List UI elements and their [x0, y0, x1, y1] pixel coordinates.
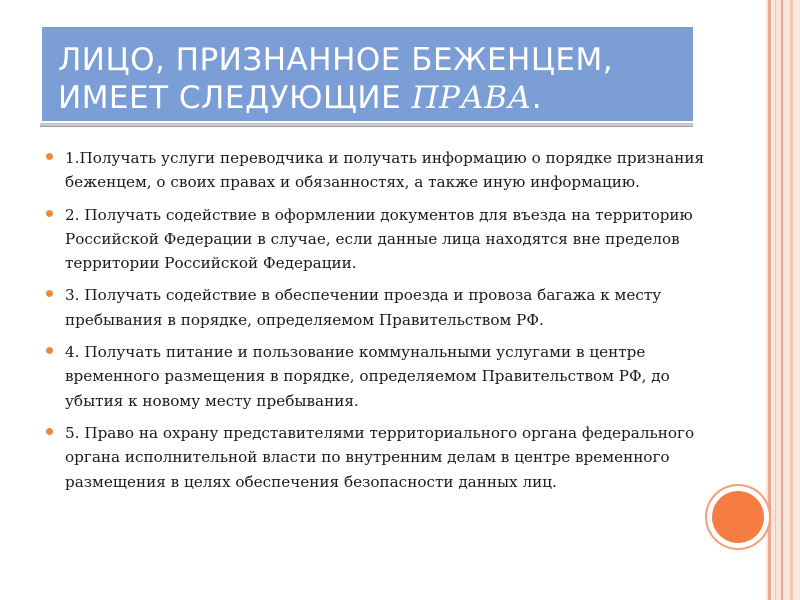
bullet-dot — [46, 428, 53, 435]
title-box — [42, 27, 693, 121]
title-line-2-prefix: ИМЕЕТ СЛЕДУЮЩИЕ — [58, 80, 412, 116]
list-item-text: 1.Получать услуги переводчика и получать информацию о порядке признания беженцем, о своих правах и обязанностях, а также иную информацию. — [65, 149, 705, 192]
rights-list — [46, 146, 706, 502]
list-item — [46, 340, 706, 413]
bullet-dot — [46, 290, 53, 297]
title-line-2-emphasis: ПРАВА — [411, 80, 532, 116]
list-item-text: 2. Получать содействие в оформлении документов для въезда на территорию Российской Федерации в случае, если данные лица находятся вне пределов территории Российской Федерации. — [65, 205, 693, 273]
list-item-text: 4. Получать питание и пользование коммунальными услугами в центре временного размещения в порядке, определяемом Правительством РФ, до убытия к новому месту пребывания. — [65, 343, 670, 410]
title-line-1: ЛИЦО, ПРИЗНАННОЕ БЕЖЕНЦЕМ, — [58, 42, 614, 78]
bullet-dot — [46, 153, 53, 160]
slide-title — [58, 41, 679, 117]
list-item-text: 3. Получать содействие в обеспечении проезда и провоза багажа к месту пребывания в порядке, определяемом Правительством РФ. — [65, 286, 662, 329]
title-underline — [40, 123, 693, 127]
bullet-dot — [46, 210, 53, 217]
title-line-2-suffix: . — [531, 80, 543, 116]
decorative-side-band — [766, 0, 800, 600]
decorative-stripe — [775, 0, 776, 600]
list-item — [46, 421, 706, 494]
list-item-text: 5. Право на охрану представителями территориального органа федерального органа исполнительной власти по внутренним делам в центре временного размещения в целях обеспечения безопасности данных лиц. — [65, 423, 695, 491]
list-item — [46, 146, 706, 195]
decorative-stripe — [781, 0, 783, 600]
bullet-dot — [46, 347, 53, 354]
decorative-stripe — [790, 0, 793, 600]
list-item — [46, 283, 706, 332]
decorative-stripe — [768, 0, 771, 600]
decorative-orange-circle — [712, 491, 764, 543]
list-item — [46, 203, 706, 276]
